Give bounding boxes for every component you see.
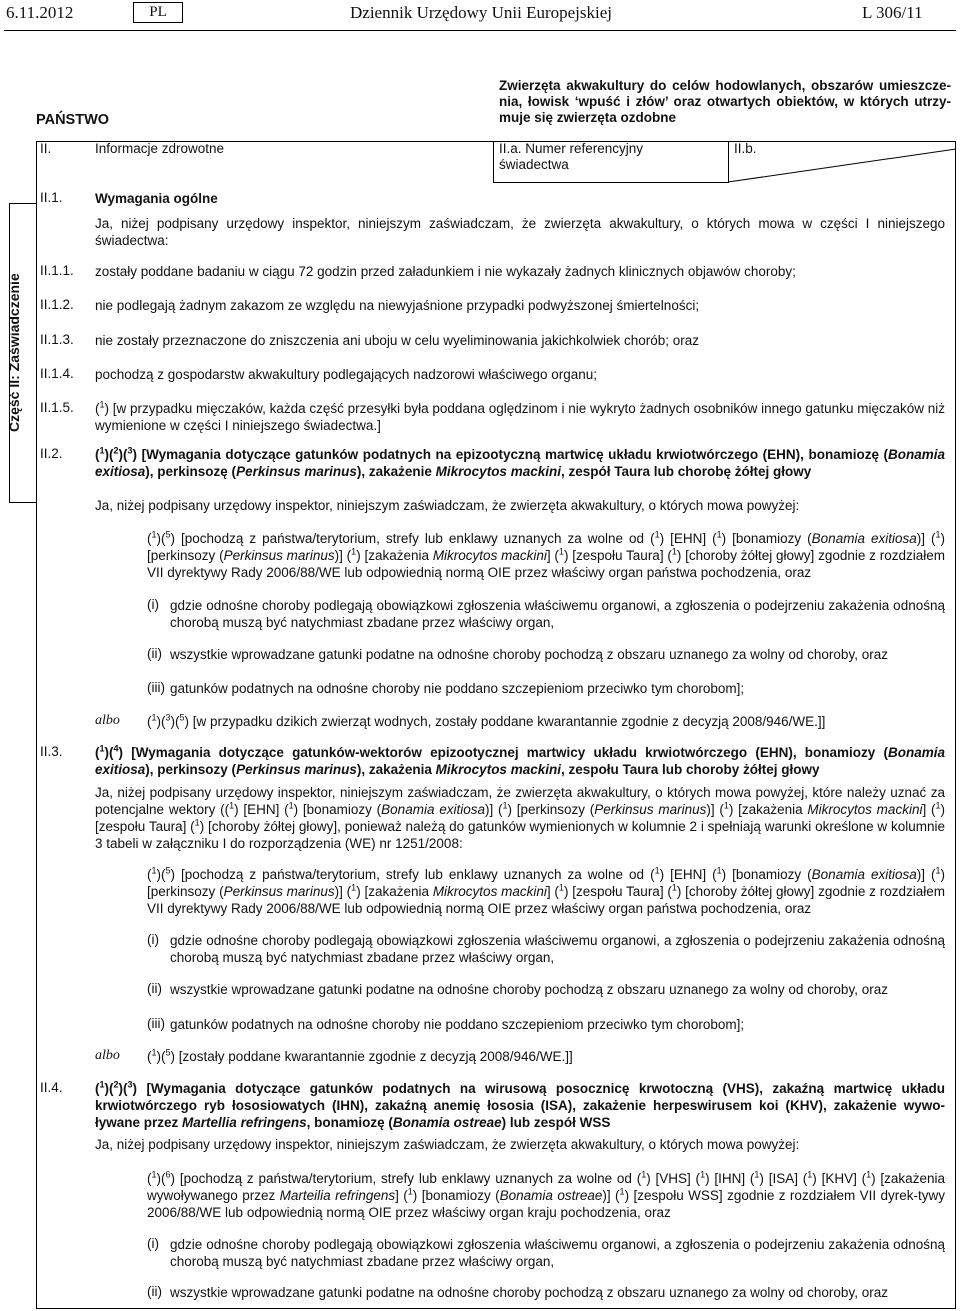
roman-numeral: (iii): [147, 680, 165, 695]
journal-title: Dziennik Urzędowy Unii Europejskiej: [350, 3, 613, 22]
section-number: II.4.: [40, 1080, 63, 1095]
albo-text: ($^1$)($^3$)($^5$) [w przypadku dzikich zwierząt wodnych, zostały poddane kwarantannie zgodnie z decyzją 2008/946/WE.]]: [147, 712, 826, 729]
header-rule: [4, 30, 956, 31]
section-intro: Ja, niżej podpisany urzędowy inspektor, niniejszym zaświadczam, że zwierzęta akwakultury, o których mowa w części I niniejszego świadectwa:: [95, 216, 945, 248]
roman-numeral: (i): [147, 1236, 159, 1251]
roman-numeral: (iii): [147, 1016, 165, 1031]
condition-text: gatunków podatnych na odnośne choroby nie poddano szczepieniom przeciwko tym chorobom];: [170, 1017, 745, 1032]
form-divider-1: [493, 141, 494, 182]
item-number: II.1.1.: [40, 263, 74, 278]
item-text: pochodzą z gospodarstw akwakultury podlegających nadzorowi właściwego organu;: [95, 367, 598, 382]
language-box: PL: [133, 2, 183, 23]
section-title: ($^1$)($^2$)($^3$) [Wymagania dotyczące gatunków podatnych na epizootyczną martwicę układu krwiotwórczego (EHN), bonamiozę (Bonamia exitiosa), perkinsozę (Perkinsus marinus), zakażenie Mikrocytos mackini, zespół Taura lub chorobę żółtej głowy: [95, 445, 945, 479]
roman-numeral: (i): [147, 597, 159, 612]
frame-right: [955, 141, 956, 1308]
condition-text: gdzie odnośne choroby podlegają obowiązkowi zgłoszenia właściwemu organowi, a zgłoszenia o podejrzeniu zakażenia odnośną chorobą muszą być natychmiast zbadane przez właściwy organ,: [170, 598, 945, 630]
roman-numeral: (ii): [147, 646, 162, 661]
roman-numeral: (ii): [147, 1284, 162, 1299]
item-number: II.1.3.: [40, 332, 74, 347]
section-number: II.3.: [40, 744, 63, 759]
condition-text: gdzie odnośne choroby podlegają obowiązkowi zgłoszenia właściwemu organowi, a zgłoszenia o podejrzeniu zakażenia odnośną chorobą muszą być natychmiast zbadane przez właściwy organ,: [170, 1237, 945, 1269]
page-header: [0, 0, 960, 30]
condition-text: wszystkie wprowadzane gatunki podatne na odnośne choroby pochodzą z obszaru uznanego za wolny od choroby, oraz: [170, 647, 888, 662]
albo-label: albo: [95, 1048, 120, 1063]
frame-left: [36, 203, 37, 1308]
page-reference: L 306/11: [862, 3, 923, 22]
section-intro: Ja, niżej podpisany urzędowy inspektor, niniejszym zaświadczam, że zwierzęta akwakultury, o których mowa powyżej, które należy uznać za potencjalne wektory (($^1$) [EHN] ($^1$) [bonamiozy (Bonamia exitiosa)] ($^1$) [perkinsozy (Perkinsus marinus)] ($^1$) [zakażenia Mikrocytos mackini] ($^1$) [zespołu Taura] ($^1$) [choroby żółtej głowy], ponieważ należą do gatunków wymienionych w kolumnie 2 i spełniają warunki określone w kolumnie 3 tabeli w załączniku I do rozporządzenia (WE) nr 1251/2008:: [95, 785, 945, 851]
diagonal-strike: [728, 141, 958, 183]
certificate-reference-label: II.a. Numer referencyjny świadectwa: [499, 141, 644, 172]
section-number: II.1.: [40, 190, 63, 205]
albo-text: ($^1$)($^5$) [zostały poddane kwarantannie zgodnie z decyzją 2008/946/WE.]]: [147, 1047, 573, 1064]
condition-text: gdzie odnośne choroby podlegają obowiązkowi zgłoszenia właściwemu organowi, a zgłoszenia o podejrzeniu zakażenia odnośną chorobą muszą być natychmiast zbadane przez właściwy organ,: [170, 933, 945, 965]
item-text: ($^1$) [w przypadku mięczaków, każda część przesyłki była poddana oględzinom i nie wykryto żadnych osobników innego gatunku mięczaków niż wymienione w części I niniejszego świadectwa.]: [95, 399, 945, 433]
section-number: II.2.: [40, 446, 63, 461]
frame-bottom: [36, 1308, 956, 1309]
condition-text: gatunków podatnych na odnośne choroby nie poddano szczepieniom przeciwko tym chorobom];: [170, 681, 745, 696]
part-number: II.: [40, 141, 52, 156]
form-ref-bottom: [493, 182, 729, 183]
publication-date: 6.11.2012: [6, 3, 74, 22]
section-title: ($^1$)($^2$)($^3$) [Wymagania dotyczące gatunków podatnych na wirusową posocznicę krwotoczną (VHS), zakaźną martwicę układu krwiotwórczego ryb łososiowatych (IHN), zakaźną anemię łososia (ISA), zakażenie herpeswirusem koi (KHV), zakażenie wywo-ływane przez Martellia refringens, bonamiozę (Bonamia ostreae) lub zespół WSS: [95, 1079, 945, 1130]
country-label: PAŃSTWO: [36, 112, 110, 128]
section-intro: Ja, niżej podpisany urzędowy inspektor, niniejszym zaświadczam, że zwierzęta akwakultury, o których mowa powyżej:: [95, 498, 800, 513]
roman-numeral: (i): [147, 932, 159, 947]
part-title: Informacje zdrowotne: [95, 141, 225, 156]
zone-statement: ($^1$)($^5$) [pochodzą z państwa/terytorium, strefy lub enklawy uznanych za wolne od ($^1$) [EHN] ($^1$) [bonamiozy (Bonamia exitiosa)] ($^1$) [perkinsozy (Perkinsus marinus)] ($^1$) [zakażenia Mikrocytos mackini] ($^1$) [zespołu Taura] ($^1$) [choroby żółtej głowy] zgodnie z rozdziałem VII dyrektywy Rady 2006/88/WE lub odpowiednią normą OIE przez właściwy organ państwa pochodzenia, oraz: [147, 865, 945, 916]
section-intro: Ja, niżej podpisany urzędowy inspektor, niniejszym zaświadczam, że zwierzęta akwakultury, o których mowa powyżej:: [95, 1137, 800, 1152]
condition-text: wszystkie wprowadzane gatunki podatne na odnośne choroby pochodzą z obszaru uznanego za wolny od choroby, oraz: [170, 982, 888, 997]
zone-statement: ($^1$)($^6$) [pochodzą z państwa/terytorium, strefy lub enklawy uznanych za wolne od ($^1$) [VHS] ($^1$) [IHN] ($^1$) [ISA] ($^1$) [KHV] ($^1$) [zakażenia wywoływanego przez Marteilia refringens] ($^1$) [bonamiozy (Bonamia ostreae)] ($^1$) [zespołu WSS] zgodnie z rozdziałem VII dyrek-tywy 2006/88/WE lub odpowiednią normą OIE przez właściwy organ kraju pochodzenia, oraz: [147, 1169, 946, 1220]
item-number: II.1.2.: [40, 297, 74, 312]
item-number: II.1.4.: [40, 366, 74, 381]
condition-text: wszystkie wprowadzane gatunki podatne na odnośne choroby pochodzą z obszaru uznanego za wolny od choroby, oraz: [170, 1285, 888, 1300]
item-text: nie zostały przeznaczone do zniszczenia ani uboju w celu wyeliminowania jakichkolwiek chorób; oraz: [95, 333, 700, 348]
albo-label: albo: [95, 713, 120, 728]
item-text: nie podlegają żadnym zakazom ze względu na niewyjaśnione przypadki podwyższonej śmiertelności;: [95, 298, 700, 313]
section-title: ($^1$)($^4$) [Wymagania dotyczące gatunków-wektorów epizootycznej martwicy układu krwiotwórczego (EHN), bonamiozy (Bonamia exitiosa), perkinsozy (Perkinsus marinus), zakażenia Mikrocytos mackini, zespołu Taura lub choroby żółtej głowy: [95, 743, 945, 777]
reference-b-label: II.b.: [734, 141, 757, 156]
commodity-purpose: Zwierzęta akwakultury do celów hodowlanych, obszarów umieszcze-nia, łowisk ‘wpuść i złów’ oraz otwartych obiektów, w których utrzy-muje się zwierzęta ozdobne: [499, 78, 951, 125]
zone-statement: ($^1$)($^5$) [pochodzą z państwa/terytorium, strefy lub enklawy uznanych za wolne od ($^1$) [EHN] ($^1$) [bonamiozy (Bonamia exitiosa)] ($^1$) [perkinsozy (Perkinsus marinus)] ($^1$) [zakażenia Mikrocytos mackini] ($^1$) [zespołu Taura] ($^1$) [choroby żółtej głowy] zgodnie z rozdziałem VII dyrektywy Rady 2006/88/WE lub odpowiednią normą OIE przez właściwy organ państwa pochodzenia, oraz: [147, 529, 945, 580]
item-text: zostały poddane badaniu w ciągu 72 godzin przed załadunkiem i nie wykazały żadnych klinicznych objawów choroby;: [95, 264, 796, 279]
side-label: Część II: Zaświadczenie: [6, 273, 22, 432]
roman-numeral: (ii): [147, 981, 162, 996]
frame-left-top: [36, 141, 37, 203]
item-number: II.1.5.: [40, 400, 74, 415]
section-title: Wymagania ogólne: [95, 191, 218, 206]
